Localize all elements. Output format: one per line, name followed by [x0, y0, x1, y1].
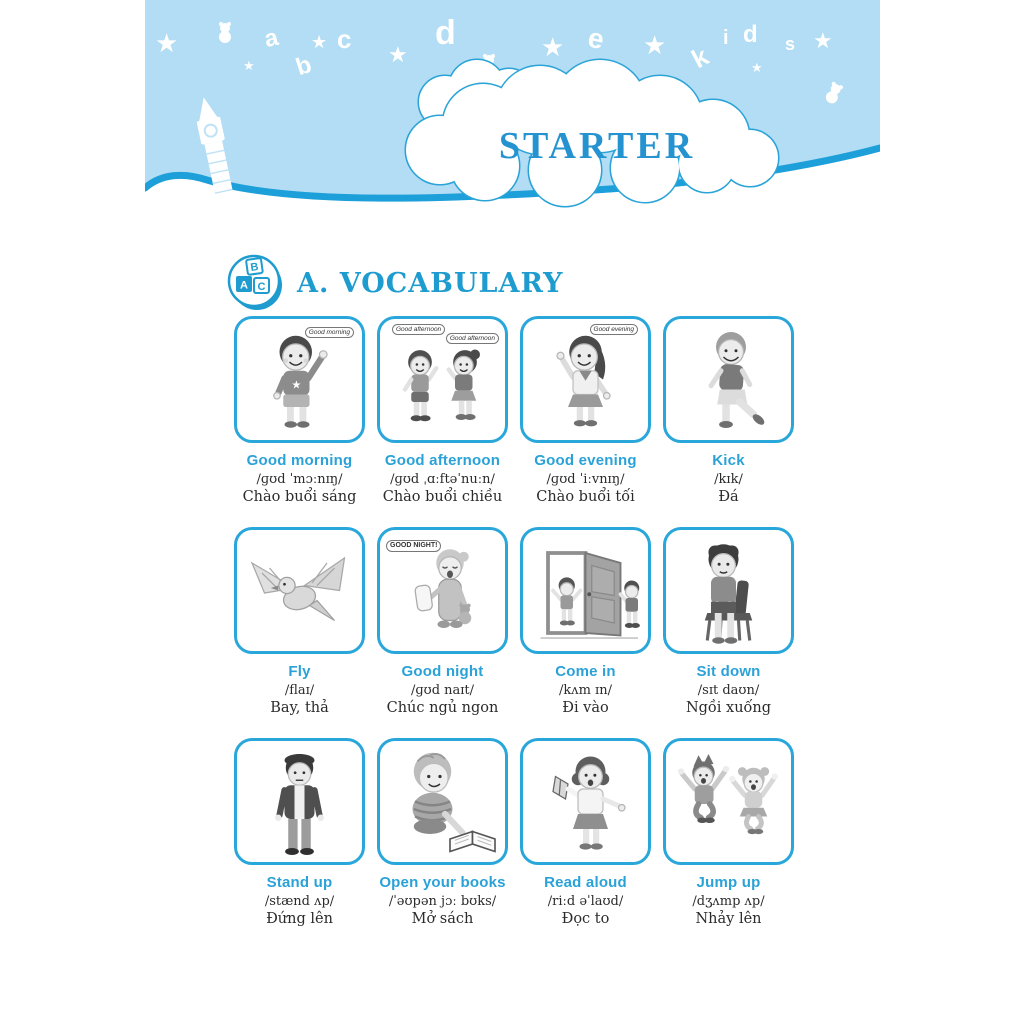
vocab-vietnamese: Đá: [718, 489, 739, 505]
vocab-ipa: /sɪt daʊn/: [697, 683, 760, 698]
vocab-cell-good-morning: [234, 316, 365, 527]
jump-up-illustration: [666, 741, 791, 862]
read-aloud-illustration: [523, 741, 648, 862]
speech-bubble: Good afternoon: [392, 324, 445, 335]
banner-letter-a: a: [262, 23, 281, 53]
vocab-cell-stand-up: [234, 738, 365, 949]
vocab-card: [663, 738, 794, 865]
vocab-ipa: /flaɪ/: [284, 683, 315, 698]
vocab-cell-fly: [234, 527, 365, 738]
vocab-vietnamese: Chúc ngủ ngon: [386, 700, 499, 716]
star-icon: ★: [813, 29, 833, 54]
vocab-vietnamese: Chào buổi chiều: [382, 489, 503, 505]
vocab-ipa: /ɡʊd ˌɑːftəˈnuːn/: [390, 472, 495, 487]
speech-bubble: Good morning: [305, 327, 354, 338]
section-title: A. VOCABULARY: [297, 267, 564, 299]
vocab-word: Good afternoon: [384, 452, 501, 469]
vocab-card: [234, 738, 365, 865]
banner-letter-s: s: [785, 34, 796, 54]
star-icon: ★: [155, 29, 179, 59]
star-icon: ★: [643, 31, 667, 61]
banner-letter-i: i: [723, 27, 729, 49]
block-letter-b: B: [249, 260, 260, 274]
vocab-card: [377, 527, 508, 654]
vocab-cell-jump-up: [663, 738, 794, 949]
star-icon: ★: [388, 43, 408, 68]
shirt-star-icon: ★: [291, 378, 302, 392]
vocab-ipa: /ɡʊd ˈiːvnɪŋ/: [546, 472, 625, 487]
vocabulary-section-head: [226, 254, 563, 312]
star-icon: ★: [751, 61, 763, 76]
vocab-cell-come-in: [520, 527, 651, 738]
banner-letter-d2: d: [743, 21, 758, 48]
vocab-vietnamese: Chào buổi sáng: [242, 489, 357, 505]
banner-letter-b: b: [292, 51, 315, 82]
speech-bubble: GOOD NIGHT!: [386, 540, 441, 552]
vocab-vietnamese: Đứng lên: [266, 911, 333, 927]
vocab-card: [520, 316, 651, 443]
vocab-ipa: /kʌm ɪn/: [559, 683, 612, 698]
banner-letter-k: k: [686, 40, 714, 75]
speech-bubble: Good afternoon: [446, 333, 499, 344]
vocab-ipa: /dʒʌmp ʌp/: [692, 894, 765, 909]
vocab-word: Kick: [712, 452, 745, 469]
vocab-vietnamese: Mở sách: [411, 911, 474, 927]
abc-blocks-icon: [226, 254, 284, 312]
vocab-card: [234, 527, 365, 654]
vocab-cell-good-night: [377, 527, 508, 738]
vocab-word: Good evening: [534, 452, 637, 469]
vocab-cell-open-your-books: [377, 738, 508, 949]
vocabulary-grid: [234, 316, 794, 949]
come-in-illustration: [523, 530, 648, 651]
vocab-cell-sit-down: [663, 527, 794, 738]
vocab-cell-kick: [663, 316, 794, 527]
jumping-girl: [729, 767, 778, 834]
vocab-card: [663, 316, 794, 443]
vocab-card: [520, 738, 651, 865]
fly-bird-illustration: [237, 530, 362, 651]
vocab-vietnamese: Ngồi xuống: [685, 700, 772, 716]
vocab-vietnamese: Chào buổi tối: [536, 489, 635, 505]
star-icon: ★: [541, 33, 565, 63]
vocab-card: [377, 316, 508, 443]
star-icon: ★: [243, 59, 255, 74]
banner-letter-d: d: [435, 14, 456, 52]
good-evening-illustration: [523, 319, 648, 440]
vocab-ipa: /kɪk/: [714, 472, 743, 487]
banner-letter-e: e: [585, 21, 607, 56]
kick-illustration: [666, 319, 791, 440]
vocab-card: [377, 738, 508, 865]
banner-letter-c: c: [337, 24, 352, 54]
star-icon: ★: [311, 32, 328, 53]
vocab-card: [663, 527, 794, 654]
vocab-vietnamese: Nhảy lên: [695, 911, 762, 927]
header-banner: [145, 0, 880, 218]
stand-up-illustration: [237, 741, 362, 862]
vocab-card: [520, 527, 651, 654]
speech-bubble: Good evening: [590, 324, 638, 335]
block-letter-a: A: [240, 279, 248, 292]
vocab-vietnamese: Đi vào: [562, 700, 609, 716]
jumping-boy: [678, 754, 729, 823]
open-your-books-illustration: [380, 741, 505, 862]
vocab-cell-read-aloud: [520, 738, 651, 949]
vocab-word: Come in: [555, 663, 616, 680]
sit-down-illustration: [666, 530, 791, 651]
vocab-ipa: /ɡʊd naɪt/: [410, 683, 475, 698]
vocab-vietnamese: Bay, thả: [270, 700, 329, 716]
vocab-cell-good-evening: [520, 316, 651, 527]
vocab-word: Sit down: [696, 663, 761, 680]
vocab-ipa: /stænd ʌp/: [264, 894, 335, 909]
vocab-ipa: /ˈəʊpən jɔː bʊks/: [388, 894, 497, 909]
vocab-vietnamese: Đọc to: [561, 911, 610, 927]
vocab-word: Good night: [401, 663, 484, 680]
vocab-word: Jump up: [696, 874, 761, 891]
vocab-word: Stand up: [266, 874, 333, 891]
vocab-card: [234, 316, 365, 443]
vocab-word: Good morning: [246, 452, 353, 469]
vocab-ipa: /ɡʊd ˈmɔːnɪŋ/: [256, 472, 343, 487]
vocab-word: Fly: [288, 663, 311, 680]
vocab-word: Open your books: [379, 874, 506, 891]
starter-title: STARTER: [498, 125, 696, 167]
block-letter-c: C: [257, 281, 266, 293]
vocab-word: Read aloud: [544, 874, 627, 891]
vocab-cell-good-afternoon: [377, 316, 508, 527]
vocab-ipa: /riːd əˈlaʊd/: [547, 894, 624, 909]
